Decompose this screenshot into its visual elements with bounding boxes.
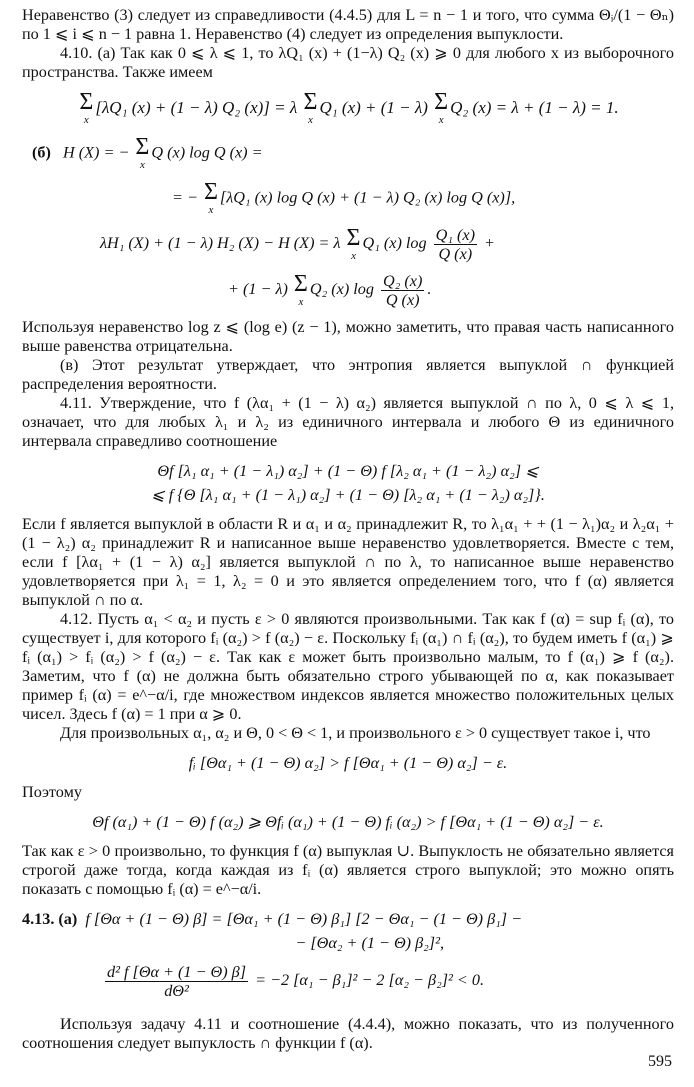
equation-entropy-expanded: = − Σ x [λQ₁ (x) log Q (x) + (1 − λ) Q₂ (x) log Q (x)],	[172, 179, 516, 216]
sum-symbol: Σ x	[434, 89, 449, 126]
equation-sum-identity: Σ x [λQ₁ (x) + (1 − λ) Q₂ (x)] = λ Σ x Q₁ (x) + (1 − λ) Σ x Q₂ (x) = λ + (1 − λ) = 1.	[79, 89, 619, 126]
sum-symbol: Σ x	[79, 89, 94, 126]
paragraph: Неравенство (3) следует из справедливости (4.4.5) для L = n − 1 и того, что сумма Θᵢ/(1 − Θₙ) по 1 ⩽ i ⩽ n − 1 равна 1. Неравенство (4) следует из определения выпуклости.	[22, 6, 674, 43]
problem-4-11: 4.11. Утверждение, что f (λα₁ + (1 − λ) α₂) является выпуклой ∩ по λ, 0 ⩽ λ ⩽ 1, означает, что для любых λ₁ и λ₂ из единичного интервала и любого Θ из единичного интервала справедливо соотношение	[22, 394, 674, 450]
equation-4-13-cont: − [Θα₂ + (1 − Θ) β₂]²,	[295, 934, 444, 952]
equation-inequality-cont: ⩽ f {Θ [λ₁ α₁ + (1 − λ₁) α₂] + (1 − Θ) [λ₂ α₁ + (1 − λ₂) α₂]}.	[151, 486, 545, 504]
paragraph: Для произвольных α₁, α₂ и Θ, 0 < Θ < 1, и произвольного ε > 0 существует такое i, что	[60, 724, 651, 742]
sum-symbol: Σ x	[346, 224, 361, 262]
equation-convexity: Θf (α₁) + (1 − Θ) f (α₂) ⩾ Θfᵢ (α₁) + (1 − Θ) fᵢ (α₂) > f [Θα₁ + (1 − Θ) α₂] − ε.	[92, 813, 604, 831]
paragraph: (в) Этот результат утверждает, что энтропия является выпуклой ∩ функцией распределения вероятности.	[22, 356, 674, 393]
paragraph: Если f является выпуклой в области R и α₁ и α₂ принадлежит R, то λ₁α₁ + + (1 − λ₁)α₂ и λ₂α₁ + (1 − λ₂) α₂ принадлежит R и написанное выше неравенство удовлетворяется. Вместе с тем, если f [λα₁ + (1 − λ) α₂] является выпуклой ∩ по λ, то написанное выше неравенство удовлетворяется при λ₁ = 1, λ₂ = 0 и это является определением того, что f (α) является выпуклой ∩ по α.	[22, 515, 674, 609]
equation-inequality: Θf [λ₁ α₁ + (1 − λ₁) α₂] + (1 − Θ) f [λ₂ α₁ + (1 − λ₂) α₂] ⩽	[157, 462, 539, 480]
fraction: $\frac{\text{Q₁ (x)}}{Q (x)}$	[435, 226, 475, 263]
sum-symbol: Σ x	[135, 134, 150, 171]
equation-4-13: 4.13. (а) f [Θα + (1 − Θ) β] = [Θα₁ + (1 − Θ) β₁] [2 − Θα₁ − (1 − Θ) β₁] −	[22, 910, 523, 928]
page-number: 595	[648, 1053, 672, 1070]
equation-entropy: (б) H (X) = − Σ x Q (x) log Q (x) =	[32, 134, 263, 171]
sum-symbol: Σ x	[293, 270, 308, 308]
fraction: $\frac{\text{Q₂ (x)}}{Q (x)}$	[383, 272, 423, 309]
problem-4-10: 4.10. (а) Так как 0 ⩽ λ ⩽ 1, то λQ₁ (x) + (1−λ) Q₂ (x) ⩾ 0 для любого x из выборочного пространства. Также имеем	[22, 44, 674, 81]
paragraph: Используя неравенство log z ⩽ (log e) (z − 1), можно заметить, что правая часть написанного выше равенства отрицательна.	[22, 318, 674, 355]
equation-second-derivative: $\frac{\text{d² f [Θα + (1 − Θ) β]}}{\text{dΘ²}}$ = −2 [α₁ − β₁]² − 2 [α₂ − β₂]² < 0.	[107, 963, 485, 1000]
page-body	[22, 6, 674, 1053]
sum-symbol: Σ x	[203, 179, 218, 216]
sum-symbol: Σ x	[303, 89, 318, 126]
fraction: $\frac{\text{d² f [Θα + (1 − Θ) β]}}{\text{dΘ²}}$	[107, 963, 247, 1000]
equation-entropy-difference: λH₁ (X) + (1 − λ) H₂ (X) − H (X) = λ Σ x Q₁ (x) log $\frac{\text{Q₁ (x)}}{Q (x)}$ +	[100, 224, 495, 263]
equation-fi: fᵢ [Θα₁ + (1 − Θ) α₂] > f [Θα₁ + (1 − Θ) α₂] − ε.	[188, 754, 508, 772]
paragraph: Используя задачу 4.11 и соотношение (4.4.4), можно показать, что из полученного соотношения следует выпуклость ∩ функции f (α).	[22, 1015, 674, 1052]
problem-4-12: 4.12. Пусть α₁ < α₂ и пусть ε > 0 являются произвольными. Так как f (α) = sup fᵢ (α), то существует i, для которого fᵢ (α₂) > f (α₂) − ε. Поскольку fᵢ (α₁) ∩ fᵢ (α₂), то будем иметь f (α₁) ⩾ fᵢ (α₁) > fᵢ (α₂) > f (α₂) − ε. Так как ε может быть произвольно малым, то f (α₁) ⩾ f (α₂). Заметим, что f (α) не должна быть обязательно строго убывающей по α, как показывает пример fᵢ (α) = e^−α/i, где множеством индексов является множество положительных целых чисел. Здесь f (α) = 1 при α ⩾ 0.	[22, 610, 674, 723]
equation-entropy-difference-cont: + (1 − λ) Σ x Q₂ (x) log $\frac{\text{Q₂ (x)}}{Q (x)}$ .	[228, 270, 432, 309]
paragraph: Поэтому	[22, 783, 82, 801]
paragraph: Так как ε > 0 произвольно, то функция f (α) выпуклая ∪. Выпуклость не обязательно является строгой даже тогда, когда каждая из fᵢ (α) является строго выпуклой; это можно опять показать с помощью fᵢ (α) = e^−α/i.	[22, 842, 674, 898]
